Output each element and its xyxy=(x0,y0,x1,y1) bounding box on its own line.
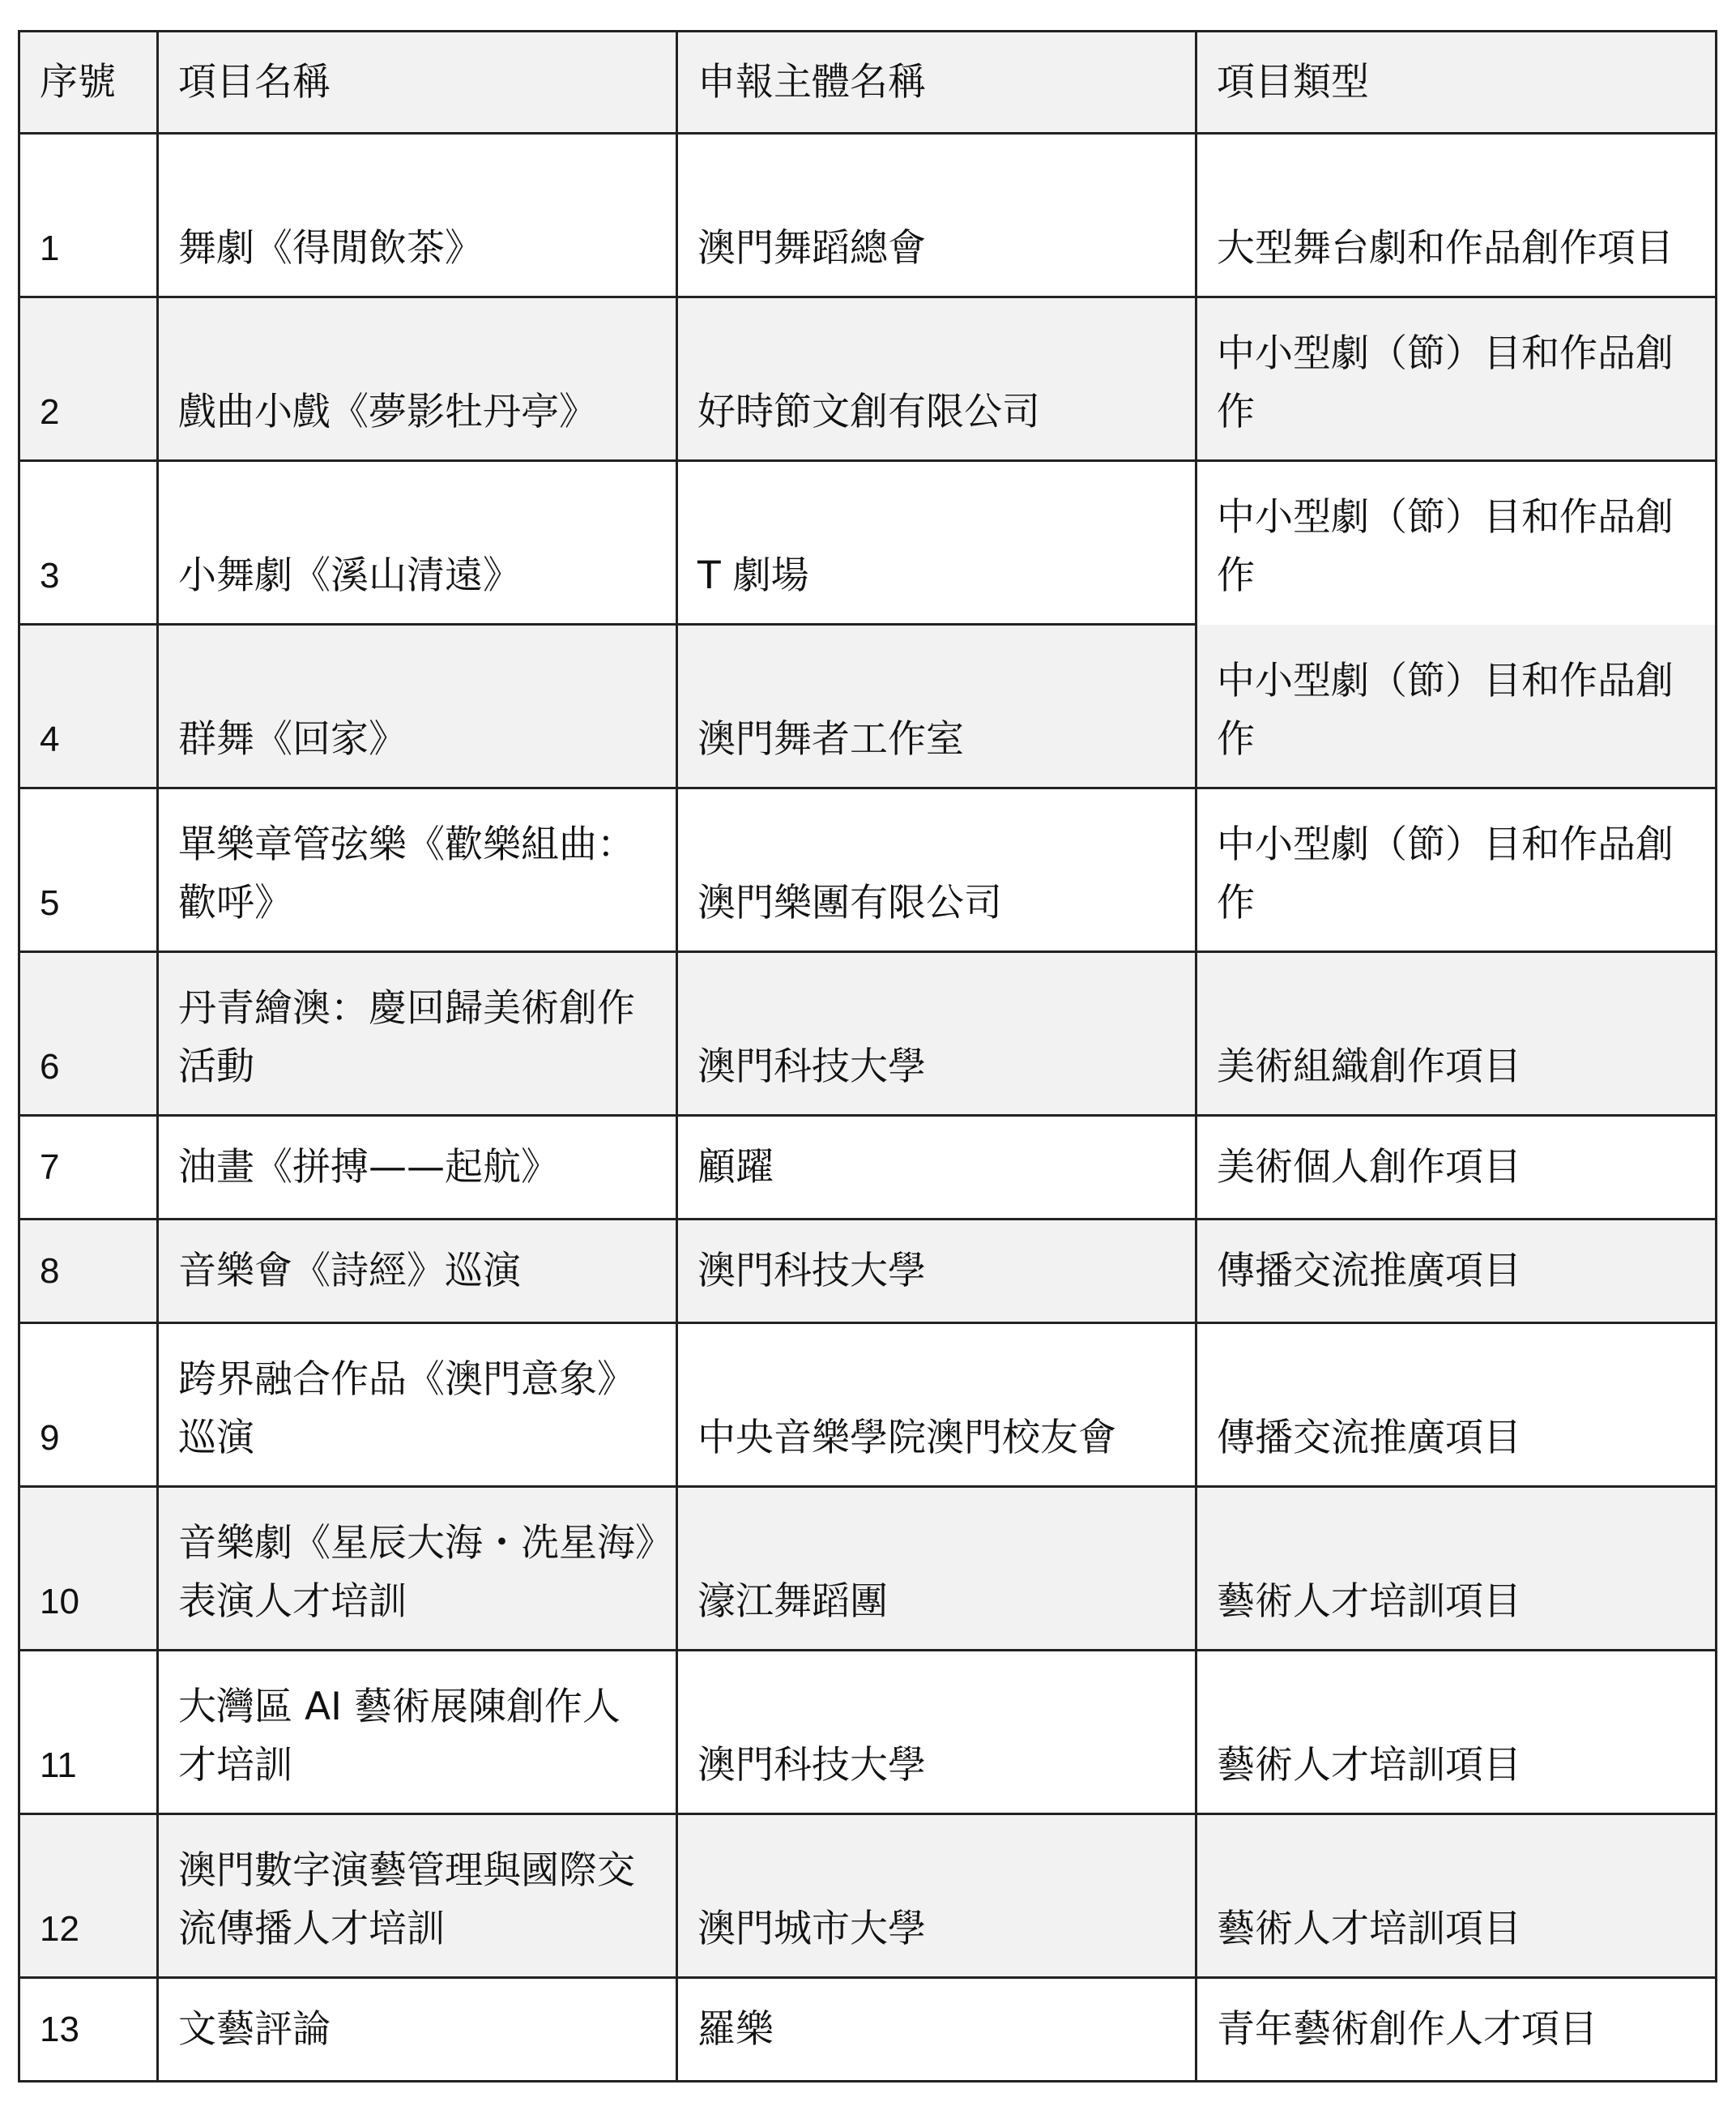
row-number: 10 xyxy=(19,1487,158,1651)
row-number: 13 xyxy=(19,1978,158,2082)
projects-table-container xyxy=(18,30,1715,2083)
table-row xyxy=(19,1814,1717,1978)
project-type: 藝術人才培訓項目 xyxy=(1196,1651,1717,1814)
project-type: 藝術人才培訓項目 xyxy=(1196,1814,1717,1978)
row-number: 3 xyxy=(19,461,158,625)
row-number: 8 xyxy=(19,1220,158,1323)
table-row xyxy=(19,1323,1717,1487)
applicant-name: 澳門科技大學 xyxy=(677,952,1196,1116)
table-row xyxy=(19,297,1717,461)
project-type: 美術組織創作項目 xyxy=(1196,952,1717,1116)
project-name: 文藝評論 xyxy=(158,1978,677,2082)
header-applicant-name: 申報主體名稱 xyxy=(677,32,1196,134)
applicant-name: T 劇場 xyxy=(677,461,1196,625)
project-name: 單樂章管弦樂《歡樂組曲：歡呼》 xyxy=(158,788,677,952)
row-number: 5 xyxy=(19,788,158,952)
project-type: 中小型劇（節）目和作品創作 xyxy=(1196,297,1717,461)
table-row xyxy=(19,1651,1717,1814)
table-row xyxy=(19,952,1717,1116)
table-row xyxy=(19,625,1717,788)
project-name: 跨界融合作品《澳門意象》巡演 xyxy=(158,1323,677,1487)
applicant-name: 澳門科技大學 xyxy=(677,1220,1196,1323)
table-row xyxy=(19,1116,1717,1220)
project-name: 戲曲小戲《夢影牡丹亭》 xyxy=(158,297,677,461)
project-name: 音樂會《詩經》巡演 xyxy=(158,1220,677,1323)
applicant-name: 羅樂 xyxy=(677,1978,1196,2082)
project-type: 美術個人創作項目 xyxy=(1196,1116,1717,1220)
row-number: 6 xyxy=(19,952,158,1116)
applicant-name: 澳門科技大學 xyxy=(677,1651,1196,1814)
project-type: 中小型劇（節）目和作品創作 xyxy=(1196,625,1717,788)
project-name: 澳門數字演藝管理與國際交流傳播人才培訓 xyxy=(158,1814,677,1978)
project-type: 青年藝術創作人才項目 xyxy=(1196,1978,1717,2082)
row-number: 2 xyxy=(19,297,158,461)
table-row xyxy=(19,1978,1717,2082)
project-type: 中小型劇（節）目和作品創作 xyxy=(1196,788,1717,952)
applicant-name: 顧躍 xyxy=(677,1116,1196,1220)
project-name: 舞劇《得閒飲茶》 xyxy=(158,134,677,297)
row-number: 11 xyxy=(19,1651,158,1814)
project-name: 小舞劇《溪山清遠》 xyxy=(158,461,677,625)
project-name: 群舞《回家》 xyxy=(158,625,677,788)
project-type: 大型舞台劇和作品創作項目 xyxy=(1196,134,1717,297)
applicant-name: 澳門樂團有限公司 xyxy=(677,788,1196,952)
row-number: 4 xyxy=(19,625,158,788)
header-project-name: 項目名稱 xyxy=(158,32,677,134)
header-number: 序號 xyxy=(19,32,158,134)
projects-table xyxy=(18,30,1717,2083)
applicant-name: 澳門舞蹈總會 xyxy=(677,134,1196,297)
project-name: 大灣區 AI 藝術展陳創作人才培訓 xyxy=(158,1651,677,1814)
table-row xyxy=(19,461,1717,625)
row-number: 1 xyxy=(19,134,158,297)
row-number: 7 xyxy=(19,1116,158,1220)
applicant-name: 澳門城市大學 xyxy=(677,1814,1196,1978)
applicant-name: 澳門舞者工作室 xyxy=(677,625,1196,788)
header-project-type: 項目類型 xyxy=(1196,32,1717,134)
table-header-row xyxy=(19,32,1717,134)
project-type: 傳播交流推廣項目 xyxy=(1196,1220,1717,1323)
row-number: 12 xyxy=(19,1814,158,1978)
row-number: 9 xyxy=(19,1323,158,1487)
project-name: 音樂劇《星辰大海・冼星海》表演人才培訓 xyxy=(158,1487,677,1651)
applicant-name: 濠江舞蹈團 xyxy=(677,1487,1196,1651)
table-row xyxy=(19,788,1717,952)
table-row xyxy=(19,134,1717,297)
project-type: 藝術人才培訓項目 xyxy=(1196,1487,1717,1651)
table-row xyxy=(19,1220,1717,1323)
applicant-name: 中央音樂學院澳門校友會 xyxy=(677,1323,1196,1487)
applicant-name: 好時節文創有限公司 xyxy=(677,297,1196,461)
project-name: 油畫《拼搏——起航》 xyxy=(158,1116,677,1220)
project-name: 丹青繪澳：慶回歸美術創作活動 xyxy=(158,952,677,1116)
table-row xyxy=(19,1487,1717,1651)
project-type: 中小型劇（節）目和作品創作 xyxy=(1196,461,1717,625)
project-type: 傳播交流推廣項目 xyxy=(1196,1323,1717,1487)
